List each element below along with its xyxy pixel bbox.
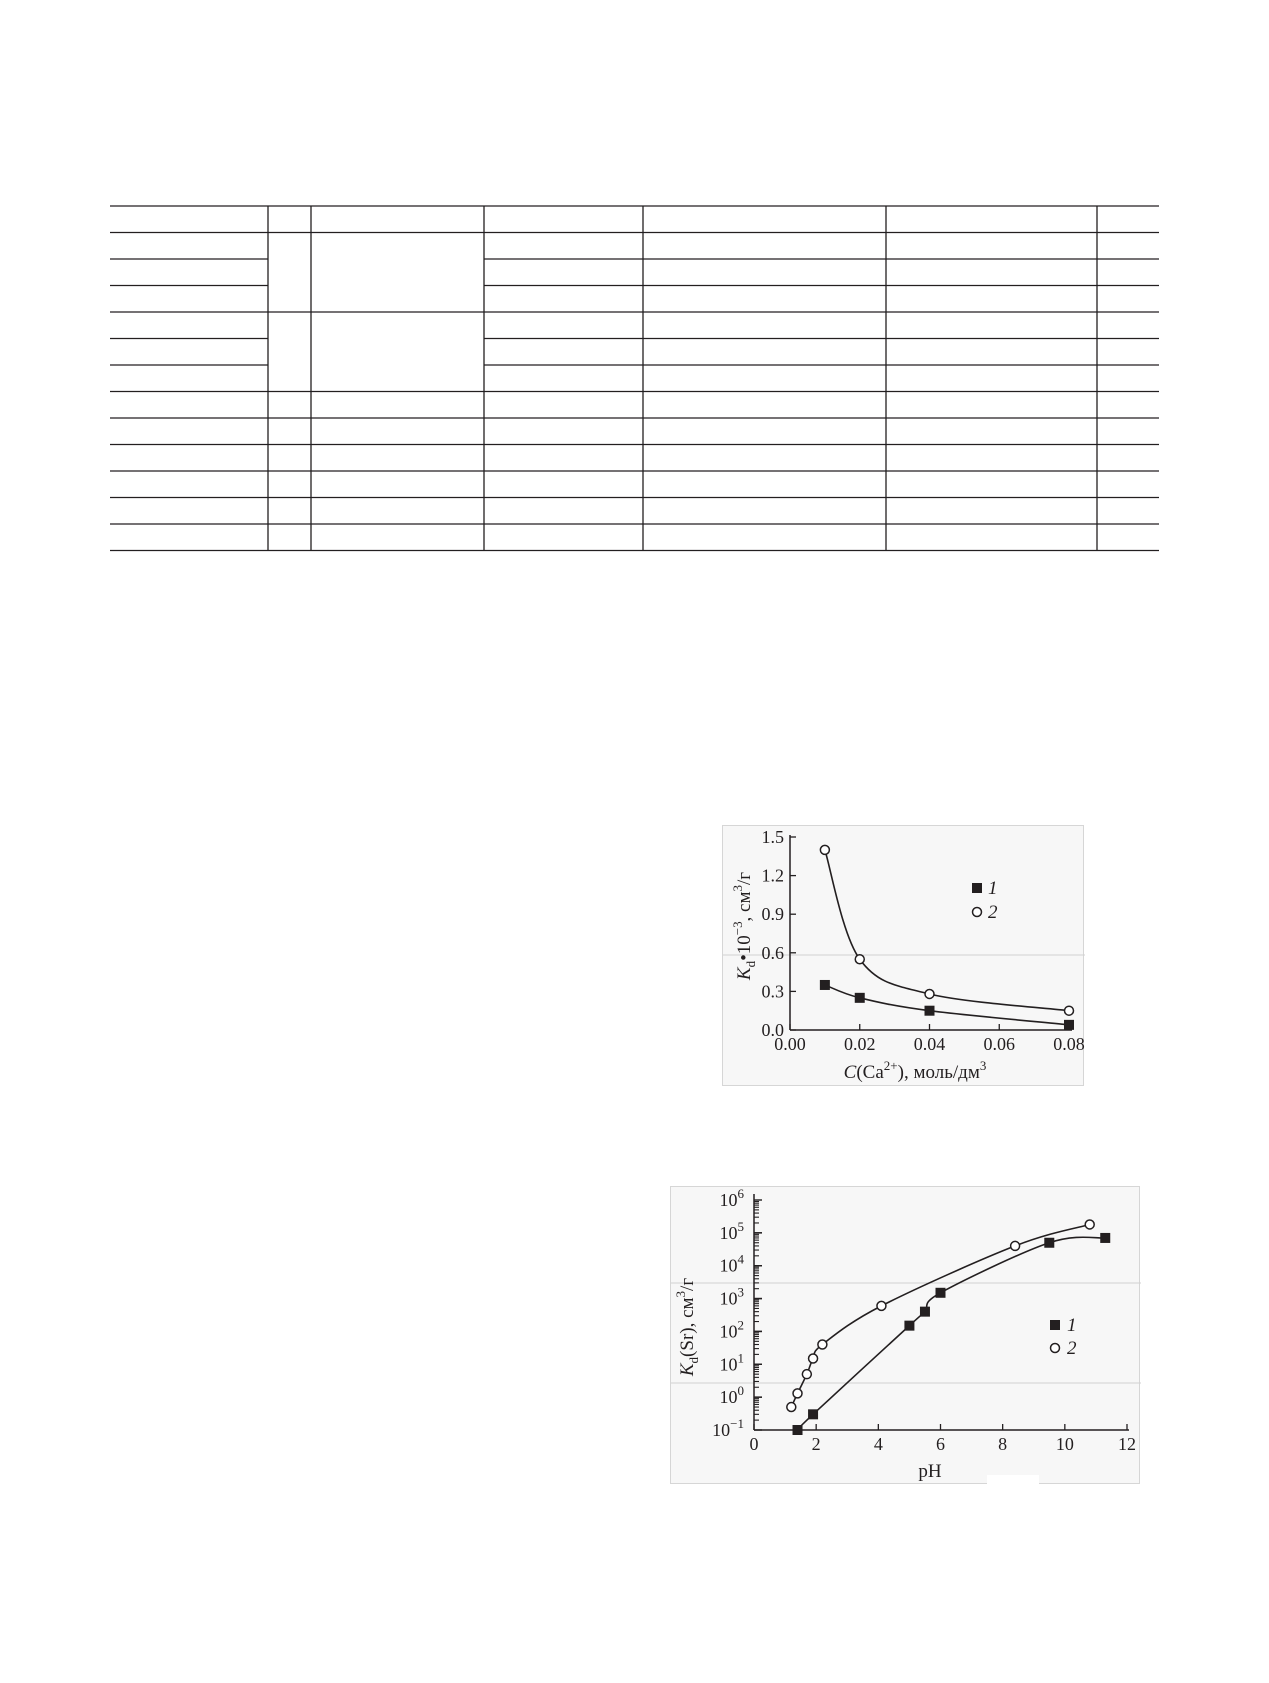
x-tick-label: 8 <box>998 1434 1008 1454</box>
legend-marker-2 <box>973 908 982 917</box>
legend-label: 2 <box>988 902 998 923</box>
data-point-series-2 <box>877 1301 886 1310</box>
chart-kd-sr-vs-ph-svg <box>671 1187 1141 1485</box>
y-tick-label: 1.2 <box>761 865 784 886</box>
chart-kd-vs-calcium <box>722 825 1084 1086</box>
data-point-series-2 <box>925 989 934 998</box>
legend-marker-1 <box>972 883 982 893</box>
data-point-series-1 <box>936 1288 946 1298</box>
data-point-series-2 <box>802 1370 811 1379</box>
x-tick-label: 10 <box>1055 1434 1074 1454</box>
y-tick-label: 0.3 <box>761 981 784 1002</box>
data-table <box>0 0 1269 600</box>
data-point-series-1 <box>820 980 830 990</box>
data-point-series-2 <box>787 1403 796 1412</box>
data-point-series-1 <box>808 1409 818 1419</box>
data-point-series-2 <box>855 955 864 964</box>
legend-label: 2 <box>1067 1338 1077 1359</box>
data-point-series-2 <box>793 1389 802 1398</box>
data-point-series-2 <box>1065 1006 1074 1015</box>
x-tick-label: 0.08 <box>1053 1034 1085 1054</box>
data-point-series-1 <box>1100 1233 1110 1243</box>
data-point-series-1 <box>904 1321 914 1331</box>
x-tick-label: 6 <box>936 1434 945 1454</box>
series-line-1 <box>825 985 1069 1025</box>
x-tick-label: 0.00 <box>774 1034 806 1054</box>
data-point-series-2 <box>820 845 829 854</box>
legend-label: 1 <box>988 878 998 899</box>
y-tick-label: $10^{-1}$ <box>712 1416 744 1440</box>
chart-kd-vs-calcium-svg <box>723 826 1085 1087</box>
x-tick-label: 0.02 <box>844 1034 876 1054</box>
y-axis-label: $K_d•10^{-3}$, $см^3/г$ <box>730 871 758 981</box>
series-line-2 <box>791 1224 1089 1407</box>
data-point-series-1 <box>1044 1238 1054 1248</box>
y-axis-label: $K_d(Sr)$, $см^3/г$ <box>673 1277 701 1377</box>
y-tick-label: $10^1$ <box>719 1350 744 1375</box>
y-tick-label: $10^6$ <box>719 1187 744 1210</box>
data-point-series-1 <box>855 993 865 1003</box>
x-tick-label: 2 <box>811 1434 821 1454</box>
y-tick-label: 0.9 <box>761 904 784 925</box>
legend-marker-2 <box>1051 1344 1060 1353</box>
data-point-series-1 <box>1064 1020 1074 1030</box>
data-point-series-2 <box>809 1354 818 1363</box>
y-tick-label: $10^3$ <box>719 1284 744 1309</box>
x-tick-label: 4 <box>873 1434 883 1454</box>
data-point-series-2 <box>818 1340 827 1349</box>
x-axis-label: pH <box>918 1461 942 1482</box>
legend-label: 1 <box>1067 1315 1077 1336</box>
x-tick-label: 0 <box>749 1434 759 1454</box>
y-tick-label: 1.5 <box>761 827 784 847</box>
data-point-series-1 <box>925 1006 935 1016</box>
y-tick-label: $10^2$ <box>719 1317 744 1342</box>
data-point-series-2 <box>1011 1241 1020 1250</box>
y-tick-label: $10^5$ <box>719 1218 744 1243</box>
series-line-1 <box>798 1237 1106 1430</box>
y-tick-label: 0.0 <box>761 1020 784 1040</box>
chart-kd-sr-vs-ph <box>670 1186 1140 1484</box>
y-tick-label: $10^4$ <box>719 1251 744 1276</box>
x-tick-label: 0.04 <box>913 1034 946 1054</box>
data-point-series-1 <box>793 1425 803 1435</box>
series-line-2 <box>825 850 1069 1011</box>
legend-marker-1 <box>1050 1320 1060 1330</box>
x-axis-label: $C(Ca^{2+})$, моль/$дм^3$ <box>843 1058 987 1083</box>
y-tick-label: 0.6 <box>761 942 784 963</box>
data-point-series-2 <box>1085 1220 1094 1229</box>
y-tick-label: $10^0$ <box>719 1383 744 1408</box>
x-tick-label: 0.06 <box>983 1034 1015 1054</box>
x-tick-label: 12 <box>1118 1434 1136 1454</box>
data-point-series-1 <box>920 1307 930 1317</box>
